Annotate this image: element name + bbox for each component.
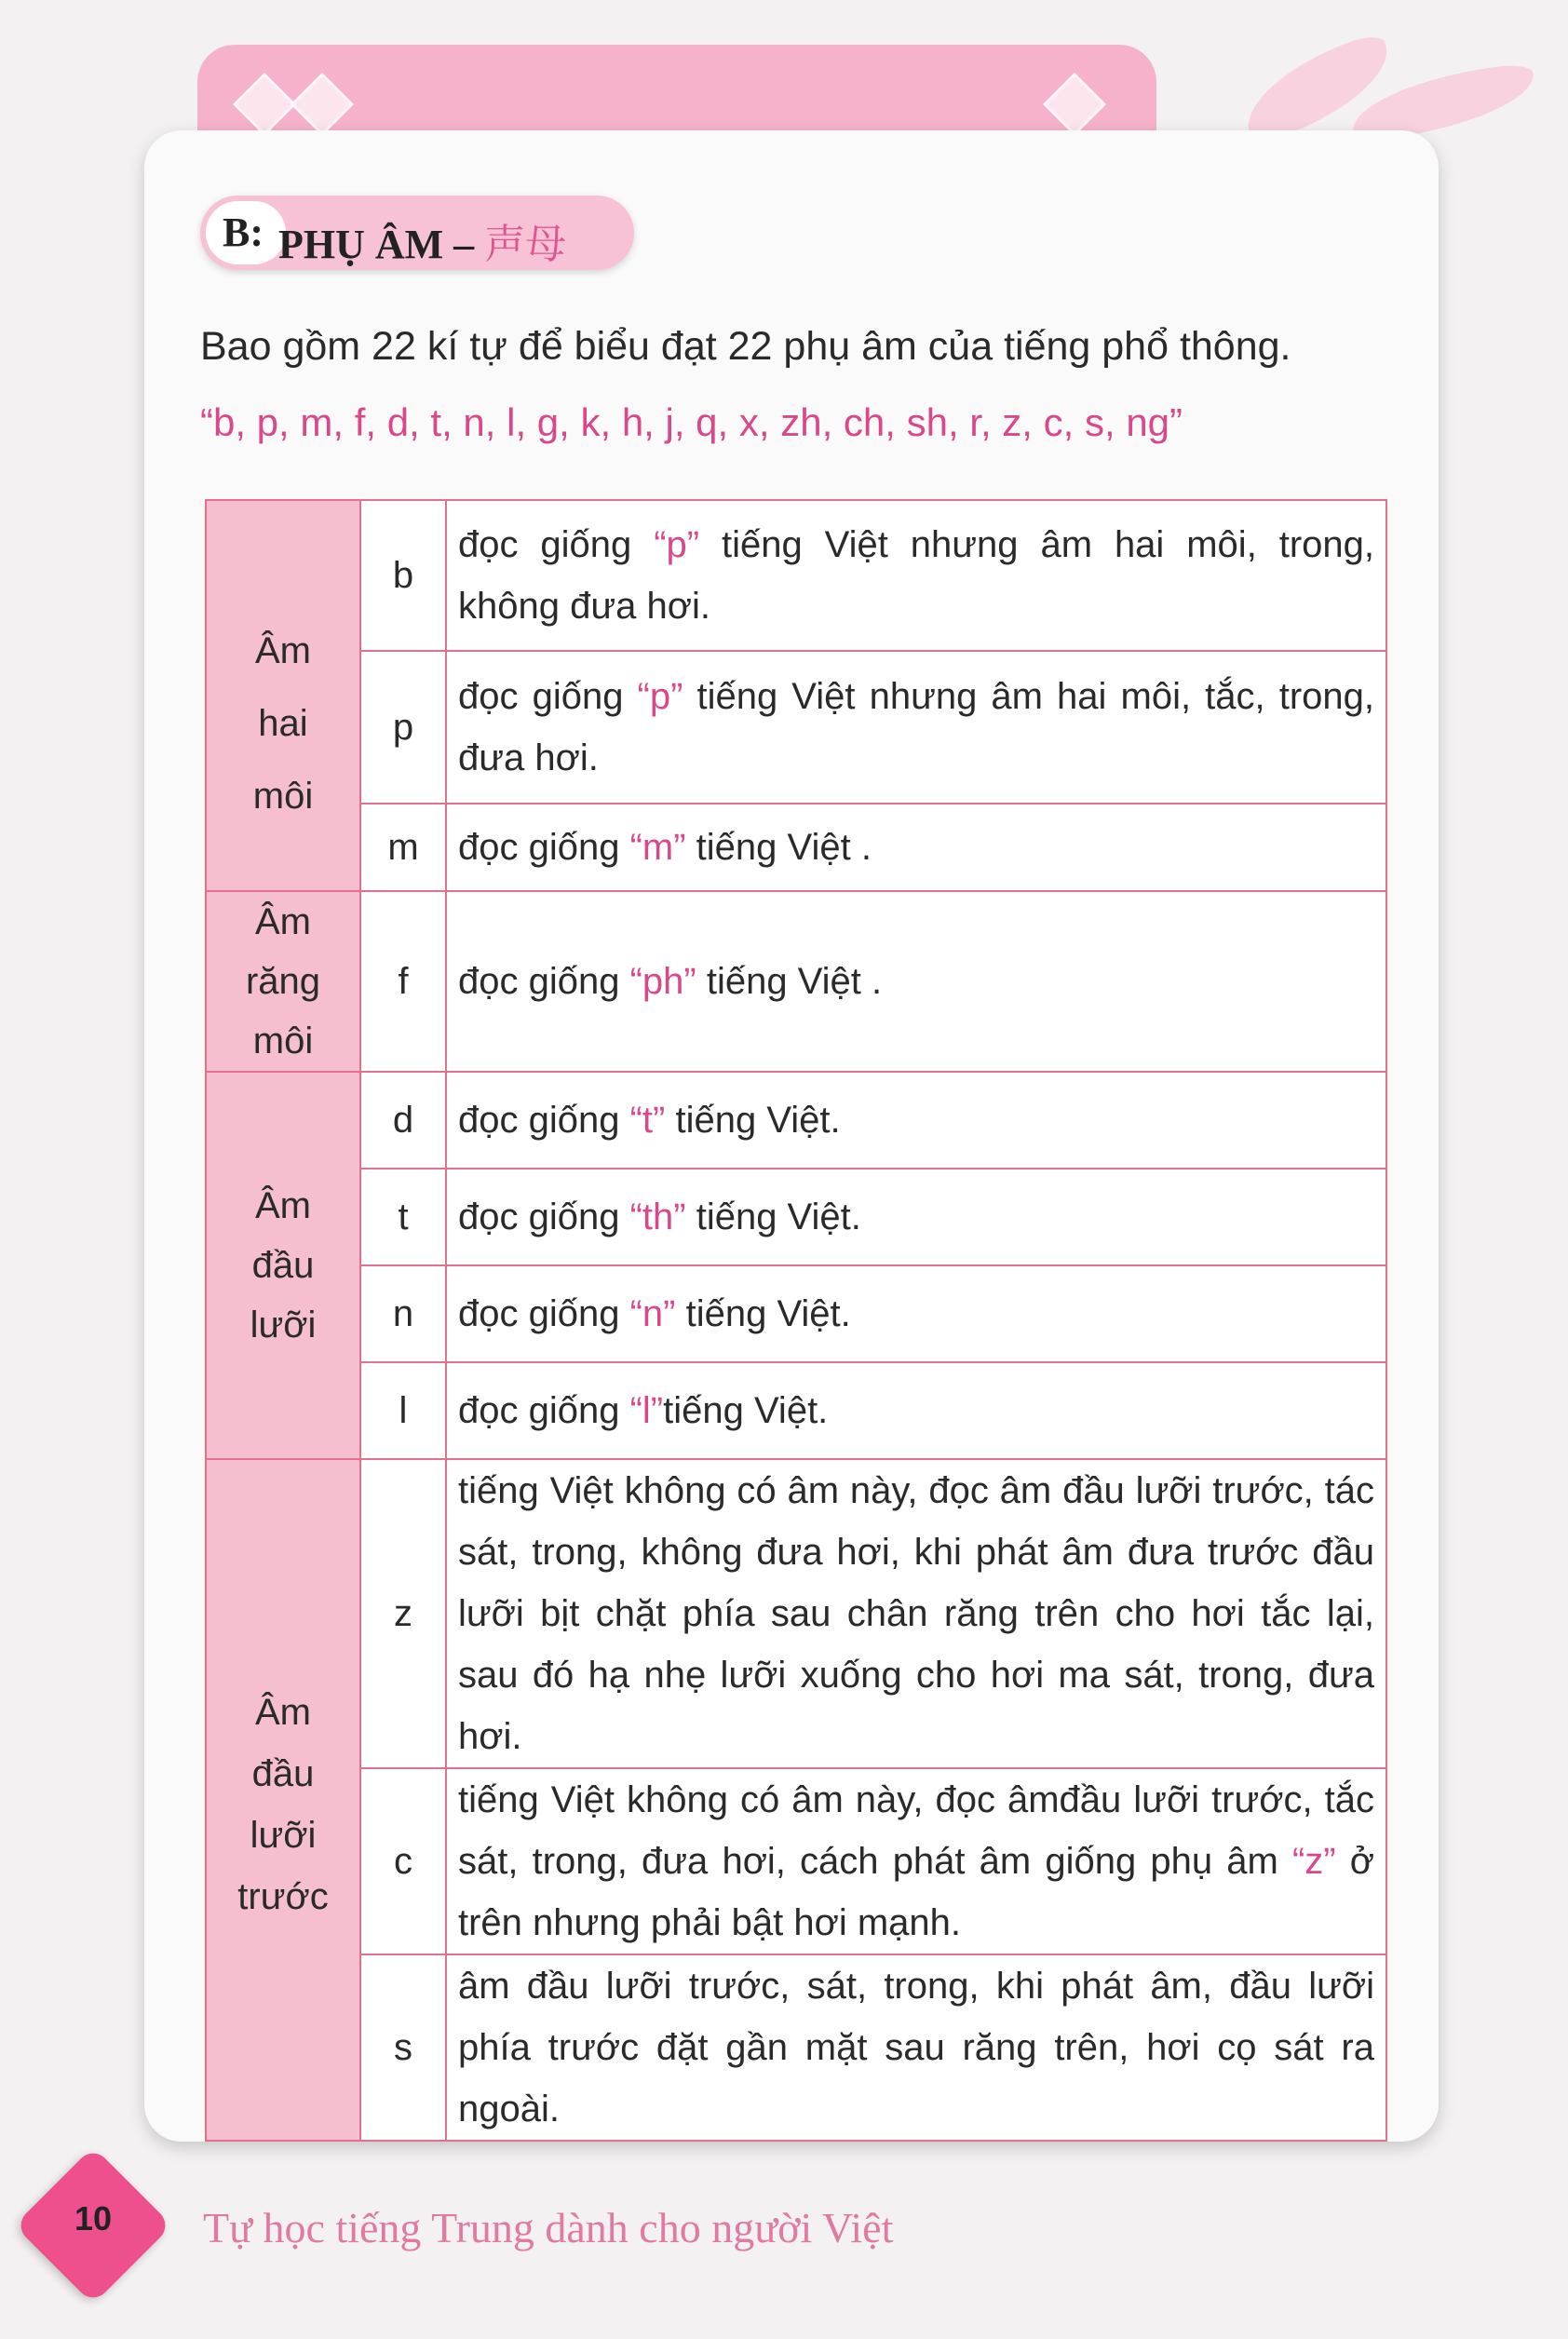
group-label: trước [237, 1876, 329, 1917]
letter-cell: l [360, 1362, 446, 1459]
group-label: Âm [255, 1185, 311, 1226]
desc-text: đọc giống [458, 1390, 630, 1431]
table-row [206, 500, 1386, 651]
letter-cell: d [360, 1072, 446, 1169]
desc-text: đọc giống [458, 1100, 630, 1141]
group-cell [206, 1072, 360, 1459]
table-row [206, 1169, 1386, 1265]
description-cell: tiếng Việt không có âm này, đọc âm đầu lưỡi trước, tác sát, trong, không đưa hơi, khi phát âm đưa trước đầu lưỡi bịt chặt phía sau chân răng trên cho hơi tắc lại, sau đó hạ nhẹ lưỡi xuống cho hơi ma sát, trong, đưa hơi. [446, 1459, 1386, 1768]
desc-text: tiếng Việt. [675, 1293, 851, 1334]
desc-text: tiếng Việt. [685, 1197, 861, 1237]
table-row [206, 804, 1386, 891]
desc-text: ở trên nhưng phải bật hơi mạnh. [458, 1841, 1374, 1943]
letter-cell: m [360, 804, 446, 891]
group-cell [206, 891, 360, 1072]
letter-cell: n [360, 1265, 446, 1362]
desc-quote: “ph” [629, 961, 696, 1002]
group-label: lưỡi [250, 1305, 317, 1345]
description-cell [446, 1362, 1386, 1459]
table-row [206, 651, 1386, 804]
description-cell [446, 500, 1386, 651]
group-label: Âm [255, 1692, 311, 1733]
group-label: đầu [251, 1245, 315, 1286]
desc-text: đọc giống [458, 524, 655, 565]
group-cell [206, 500, 360, 891]
section-letter: B: [223, 210, 264, 255]
group-label: Âm [255, 901, 311, 942]
desc-text: tiếng Việt . [685, 827, 872, 868]
table-row [206, 891, 1386, 1072]
desc-text: đọc giống [458, 961, 630, 1002]
description-cell [446, 1768, 1386, 1954]
table-row [206, 1265, 1386, 1362]
desc-text: đọc giống [458, 676, 638, 717]
desc-text: tiếng Việt. [665, 1100, 841, 1141]
description-cell [446, 804, 1386, 891]
diamond-icon [1043, 73, 1106, 136]
desc-text: đọc giống [458, 1293, 630, 1334]
table-row [206, 1954, 1386, 2141]
desc-quote: “m” [629, 827, 686, 868]
desc-text: tiếng Việt không có âm này, đọc âmđầu lưỡi trước, tắc sát, trong, đưa hơi, cách phát âm giống phụ âm [458, 1779, 1374, 1882]
letter-cell: c [360, 1768, 446, 1954]
diamond-icon [233, 73, 296, 136]
consonant-table [205, 499, 1387, 2142]
desc-quote: “t” [629, 1100, 666, 1141]
desc-text: tiếng Việt. [663, 1390, 829, 1431]
desc-quote: “p” [637, 676, 683, 717]
description-cell [446, 651, 1386, 804]
group-label: môi [252, 776, 314, 817]
letter-cell: s [360, 1954, 446, 2141]
desc-quote: “z” [1291, 1841, 1336, 1882]
table-row [206, 1768, 1386, 1954]
letter-cell: p [360, 651, 446, 804]
group-label: đầu [251, 1753, 315, 1794]
table-row [206, 1362, 1386, 1459]
letter-cell: t [360, 1169, 446, 1265]
desc-quote: “n” [629, 1293, 676, 1334]
desc-text: đọc giống [458, 827, 630, 868]
book-title: Tự học tiếng Trung dành cho người Việt [203, 2204, 894, 2251]
section-title-chinese: 声母 [484, 222, 567, 267]
group-cell [206, 1459, 360, 2141]
section-title [278, 210, 566, 270]
group-label: Âm [255, 630, 311, 671]
description-cell [446, 1169, 1386, 1265]
desc-quote: “th” [629, 1197, 686, 1237]
intro-text: Bao gồm 22 kí tự để biểu đạt 22 phụ âm của tiếng phổ thông. [200, 324, 1291, 369]
description-cell [446, 1265, 1386, 1362]
letter-cell: b [360, 500, 446, 651]
consonant-list: “b, p, m, f, d, t, n, l, g, k, h, j, q, x, zh, ch, sh, r, z, c, s, ng” [200, 400, 1183, 444]
desc-text: tiếng Việt nhưng âm hai môi, trong, không đưa hơi. [458, 524, 1375, 627]
description-cell: âm đầu lưỡi trước, sát, trong, khi phát âm, đầu lưỡi phía trước đặt gần mặt sau răng trên, hơi cọ sát ra ngoài. [446, 1954, 1386, 2141]
desc-text: tiếng Việt nhưng âm hai môi, tắc, trong, đưa hơi. [458, 676, 1374, 778]
group-label: lưỡi [250, 1815, 317, 1856]
group-label: hai [258, 703, 308, 744]
letter-cell: z [360, 1459, 446, 1768]
table-row [206, 1459, 1386, 1768]
desc-quote: “l” [629, 1390, 664, 1431]
group-label: răng [245, 961, 321, 1002]
description-cell [446, 1072, 1386, 1169]
table-row [206, 1072, 1386, 1169]
desc-text: đọc giống [458, 1197, 630, 1237]
description-cell [446, 891, 1386, 1072]
section-heading [200, 196, 634, 270]
group-label: môi [252, 1021, 314, 1061]
diamond-icon [291, 73, 354, 136]
desc-quote: “p” [654, 524, 700, 565]
section-title-text: PHỤ ÂM – [278, 222, 475, 267]
letter-cell: f [360, 891, 446, 1072]
desc-text: tiếng Việt . [696, 961, 883, 1002]
page-number: 10 [74, 2199, 113, 2238]
